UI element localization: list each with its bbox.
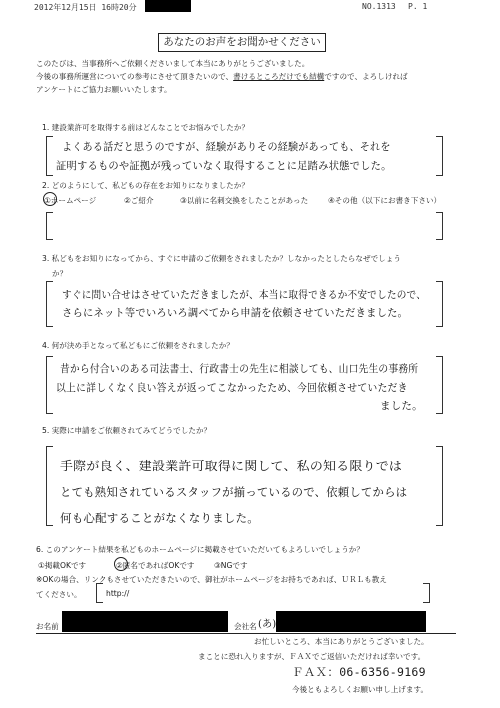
answer-4-bracket-right — [436, 356, 443, 414]
page-number: P. 1 — [408, 2, 428, 11]
name-label: お名前 — [36, 622, 59, 631]
fax-number: NO.1313 — [362, 2, 396, 11]
answer-5-bracket-right — [436, 446, 443, 526]
intro-line-2 — [36, 71, 408, 83]
intro-line-2c: 結構 — [309, 72, 325, 81]
fax-number-footer: ＦＡＸ：06-6356-9169 — [292, 665, 426, 679]
q6-option-ok[interactable]: ①掲載OKです — [38, 561, 87, 570]
intro-line-1: このたびは、当事務所へご依頼くださいまして本当にありがとうございました。 — [36, 59, 310, 68]
thanks-line-1: お忙しいところ、本当にありがとうございました。 — [254, 637, 429, 646]
question-6: 6. このアンケート結果を私どものホームページに掲載させていただいてもよろしいでしょうか？ — [36, 545, 364, 554]
q2-option-referral[interactable]: ②ご紹介 — [124, 196, 154, 205]
q6-note-line-2: てください。 — [36, 590, 82, 599]
redacted-name — [62, 611, 228, 632]
question-5: 5. 実際に申請をご依頼されてみてどうでしたか？ — [42, 426, 212, 435]
answer-5-line-2: とても熟知されているスタッフが揃っているので、依頼してからは — [60, 485, 408, 499]
url-prefix: http:// — [106, 589, 130, 598]
intro-line-2a: 今後の事務所運営についての参考にさせて頂きたいので、 — [36, 72, 234, 81]
url-bracket-left — [96, 583, 103, 603]
q2-option-business-card[interactable]: ③以前に名刺交換をしたことがあった — [180, 196, 309, 205]
answer-2-bracket-left — [46, 212, 53, 240]
question-3-line-1: 3. 私どもをお知りになってから、すぐに申請のご依頼をされましたか？しなかったとしたらなぜでしょう — [42, 254, 401, 263]
form-title: あなたのお声をお聞かせください — [158, 33, 326, 52]
answer-5-bracket-left — [46, 446, 53, 526]
answer-3-line-2: さらにネット等でいろいろ調べてから申請を依頼させていただきました。 — [62, 307, 409, 319]
q2-option-other[interactable]: ④その他（以下にお書き下さい） — [328, 196, 442, 205]
answer-4-line-3: ました。 — [380, 400, 423, 412]
question-1: 1. 建設業許可を取得する前はどんなことでお悩みでしたか？ — [42, 123, 250, 132]
q2-option-homepage[interactable]: ①ホームページ — [44, 196, 97, 205]
company-label: 会社名 — [234, 622, 257, 631]
received-date: 2012年12月15日 16時20分 — [34, 3, 137, 12]
company-prefix: (あ) — [258, 619, 277, 630]
intro-line-2d: ですので、よろしければ — [324, 72, 408, 81]
thanks-line-2: まことに恐れ入りますが、ＦＡＸでご返信いただければ幸いです。 — [198, 652, 426, 661]
answer-1-line-1: よくある話だと思うのですが、経験がありその経験があっても、それを — [62, 141, 391, 153]
question-2: 2. どのようにして、私どもの存在をお知りになりましたか？ — [42, 181, 249, 190]
q6-option-ng[interactable]: ③NGです — [214, 561, 248, 570]
answer-1-bracket-left — [46, 136, 53, 176]
answer-5-line-1: 手際が良く、建設業許可取得に関して、私の知る限りでは — [60, 459, 403, 473]
url-bracket-right — [423, 583, 430, 603]
answer-3-line-1: すぐに問い合せはさせていただきましたが、本当に取得できるか不安でしたので、 — [62, 289, 427, 301]
q6-option-anonymous[interactable]: ②匿名であればOKです — [116, 561, 195, 570]
answer-2-bracket-right — [436, 212, 443, 240]
answer-4-bracket-left — [46, 356, 53, 414]
intro-line-2b: 書けるところだけでも — [233, 72, 310, 81]
q6-note-line-1: ※OKの場合、リンクもさせていただきたいので、御社がホームページをお持ちであれば、ＵＲＬも教え — [36, 575, 387, 584]
answer-5-line-3: 何も心配することがなくなりました。 — [60, 511, 259, 525]
answer-4-line-1: 昔から付合いのある司法書士、行政書士の先生に相談しても、山口先生の事務所 — [60, 363, 419, 375]
answer-1-bracket-right — [436, 136, 443, 176]
closing-line: 今後ともよろしくお願い申し上げます。 — [292, 685, 429, 694]
name-underline — [36, 633, 456, 634]
answer-3-bracket-right — [436, 281, 443, 327]
intro-line-3: アンケートにご協力お願いいたします。 — [36, 85, 172, 94]
question-4: 4. 何が決め手となって私どもにご依頼をされましたか？ — [42, 341, 234, 350]
question-3-line-2: か？ — [52, 269, 68, 278]
answer-3-bracket-left — [46, 281, 53, 327]
redacted-company — [276, 611, 426, 632]
redacted-sender — [145, 0, 191, 12]
answer-1-line-2: 証明するものや証拠が残っていなく取得することに足踏み状態でした。 — [56, 160, 392, 172]
answer-4-line-2: 以上に詳しくなく良い答えが返ってこなかったため、今回依頼させていただき — [56, 382, 408, 394]
